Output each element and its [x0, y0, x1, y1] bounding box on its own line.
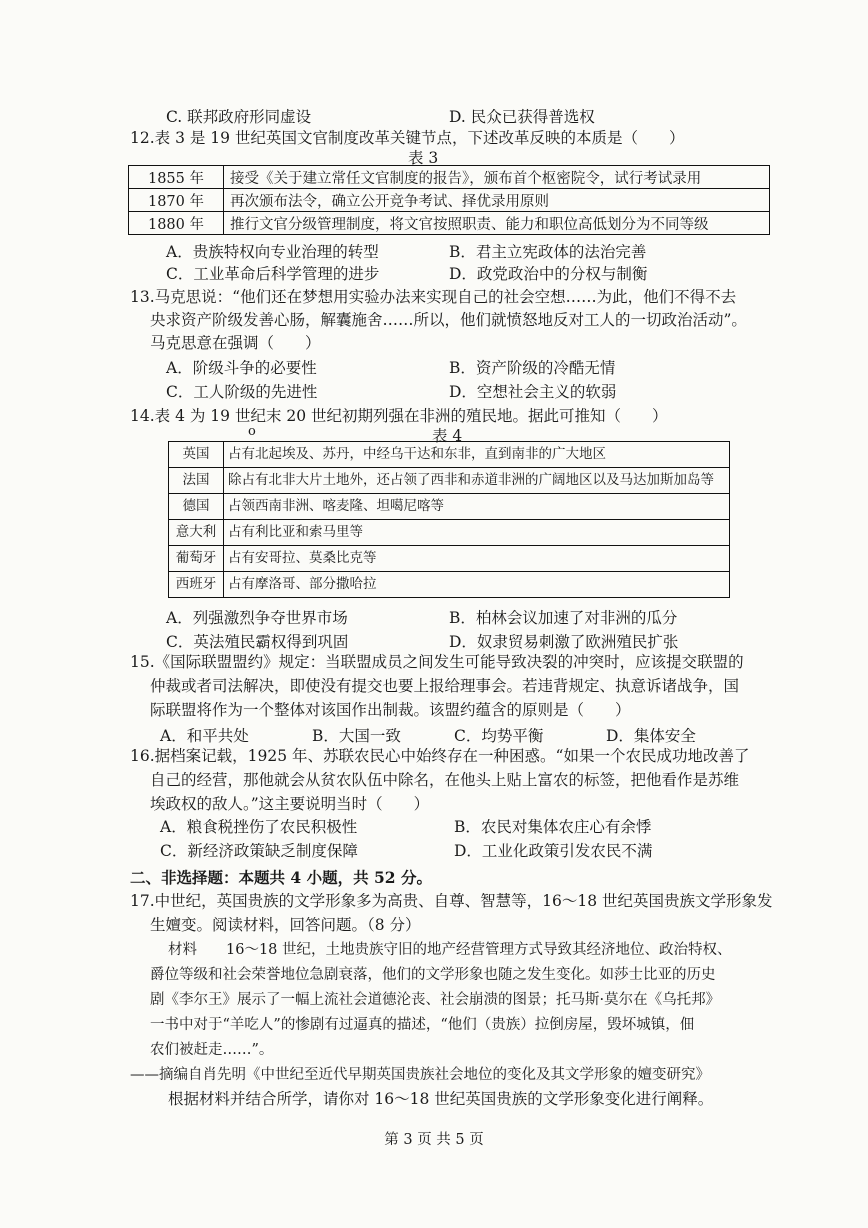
q15-option-c: C．均势平衡	[454, 727, 544, 745]
q13-option-d: D．空想社会主义的软弱	[449, 383, 617, 401]
q13-stem-line1: 13.马克思说：“他们还在梦想用实验办法来实现自己的社会空想……为此，他们不得不去	[130, 288, 737, 306]
q17-stem-line2: 生嬗变。阅读材料，回答问题。（8 分）	[150, 916, 421, 934]
table-row	[169, 520, 730, 546]
q11-option-d: D. 民众已获得普选权	[449, 108, 595, 126]
q14-stem: 14.表 4 为 19 世纪末 20 世纪初期列强在非洲的殖民地。据此可推知（ ）	[130, 407, 668, 425]
q12-option-a: A．贵族特权向专业治理的转型	[166, 243, 379, 261]
table3-year: 1880 年	[129, 212, 224, 235]
q15-option-d: D．集体安全	[606, 727, 696, 745]
table3-year: 1870 年	[129, 189, 224, 212]
q17-material-line1: 材料 16～18 世纪，土地贵族守旧的地产经营管理方式导致其经济地位、政治特权、	[168, 942, 732, 958]
q12-stem: 12.表 3 是 19 世纪英国文官制度改革关键节点，下述改革反映的本质是（ ）	[130, 129, 685, 147]
q13-option-a: A．阶级斗争的必要性	[166, 359, 317, 377]
table-row	[169, 494, 730, 520]
table4-title: 表 4	[432, 427, 463, 445]
table4-country: 意大利	[169, 520, 224, 546]
q17-stem-line1: 17.中世纪，英国贵族的文学形象多为高贵、自尊、智慧等，16～18 世纪英国贵族文学形象发	[130, 892, 773, 910]
table3-year: 1855 年	[129, 166, 224, 189]
table4-country: 英国	[169, 442, 224, 468]
table-row	[169, 468, 730, 494]
section2-heading: 二、非选择题：本题共 4 小题，共 52 分。	[130, 868, 432, 887]
q15-stem-line1: 15.《国际联盟盟约》规定：当联盟成员之间发生可能导致决裂的冲突时，应该提交联盟的	[130, 653, 744, 671]
table4-text: 占有安哥拉、莫桑比克等	[224, 546, 730, 572]
q15-stem-line2: 仲裁或者司法解决，即使没有提交也要上报给理事会。若违背规定、执意诉诸战争，国	[150, 677, 740, 695]
q17-material-line4: 一书中对于“羊吃人”的惨剧有过逼真的描述，“他们（贵族）拉倒房屋，毁坏城镇，佃	[150, 1017, 695, 1033]
q16-stem-line3: 埃政权的敌人。”这主要说明当时（ ）	[150, 795, 430, 813]
table-row	[129, 189, 770, 212]
q16-option-c: C．新经济政策缺乏制度保障	[160, 842, 358, 860]
q15-option-b: B．大国一致	[312, 727, 401, 745]
table3-text: 推行文官分级管理制度，将文官按照职责、能力和职位高低划分为不同等级	[224, 212, 770, 235]
q15-stem-line3: 际联盟将作为一个整体对该国作出制裁。该盟约蕴含的原则是（ ）	[150, 701, 631, 719]
q17-source: ——摘编自肖先明《中世纪至近代早期英国贵族社会地位的变化及其文学形象的嬗变研究》	[130, 1067, 710, 1083]
table4-text: 占有摩洛哥、部分撒哈拉	[224, 572, 730, 598]
table4-country: 德国	[169, 494, 224, 520]
q14-option-c: C．英法殖民霸权得到巩固	[166, 633, 349, 651]
table4-text: 占有北起埃及、苏丹，中经乌干达和东非，直到南非的广大地区	[224, 442, 730, 468]
q16-option-a: A．粮食税挫伤了农民积极性	[160, 818, 358, 836]
q15-option-a: A．和平共处	[160, 727, 249, 745]
table-row	[169, 572, 730, 598]
table-row	[169, 546, 730, 572]
q11-option-c: C. 联邦政府形同虚设	[166, 108, 312, 126]
table-row	[129, 166, 770, 189]
table-row	[129, 212, 770, 235]
table4-text: 占有利比亚和索马里等	[224, 520, 730, 546]
q14-option-b: B．柏林会议加速了对非洲的瓜分	[449, 609, 678, 627]
q17-material-line5: 农们被赶走……”。	[150, 1042, 274, 1058]
table4-country: 法国	[169, 468, 224, 494]
q13-stem-line2: 央求资产阶级发善心肠，解囊施舍……所以，他们就愤怒地反对工人的一切政治活动”。	[150, 311, 747, 329]
table4-text: 占领西南非洲、喀麦隆、坦噶尼喀等	[224, 494, 730, 520]
q16-option-b: B．农民对集体农庄心有余悸	[454, 818, 652, 836]
page-number: 第 3 页 共 5 页	[384, 1132, 484, 1148]
q13-option-b: B．资产阶级的冷酷无情	[449, 359, 616, 377]
q16-stem-line2: 自己的经营，那他就会从贫农队伍中除名，在他头上贴上富农的标签，把他看作是苏维	[150, 771, 740, 789]
q12-option-c: C．工业革命后科学管理的进步	[166, 265, 380, 283]
table3-text: 再次颁布法令，确立公开竞争考试、择优录用原则	[224, 189, 770, 212]
q16-stem-line1: 16.据档案记载，1925 年、苏联农民心中始终存在一种困惑。“如果一个农民成功地改善了	[130, 747, 750, 765]
table4-country: 葡萄牙	[169, 546, 224, 572]
table4-country: 西班牙	[169, 572, 224, 598]
q12-option-b: B．君主立宪政体的法治完善	[449, 243, 647, 261]
q13-option-c: C．工人阶级的先进性	[166, 383, 318, 401]
q13-stem-line3: 马克思意在强调（ ）	[150, 334, 321, 352]
q17-question: 根据材料并结合所学，请你对 16～18 世纪英国贵族的文学形象变化进行阐释。	[168, 1090, 714, 1108]
q17-material-line3: 剧《李尔王》展示了一幅上流社会道德沦丧、社会崩溃的图景；托马斯·莫尔在《乌托邦》	[150, 992, 721, 1008]
table3	[128, 165, 770, 235]
q14-option-d: D．奴隶贸易刺激了欧洲殖民扩张	[449, 633, 679, 651]
table4	[168, 441, 730, 598]
stray-mark: o	[248, 424, 256, 439]
q17-material-line2: 爵位等级和社会荣誉地位急剧衰落，他们的文学形象也随之发生变化。如莎士比亚的历史	[150, 967, 716, 983]
table4-text: 除占有北非大片土地外，还占领了西非和赤道非洲的广阔地区以及马达加斯加岛等	[224, 468, 730, 494]
table3-text: 接受《关于建立常任文官制度的报告》，颁布首个枢密院令，试行考试录用	[224, 166, 770, 189]
q12-option-d: D．政党政治中的分权与制衡	[449, 265, 648, 283]
q16-option-d: D．工业化政策引发农民不满	[454, 842, 653, 860]
table-row	[169, 442, 730, 468]
table3-title: 表 3	[408, 149, 439, 167]
q14-option-a: A．列强激烈争夺世界市场	[166, 609, 348, 627]
